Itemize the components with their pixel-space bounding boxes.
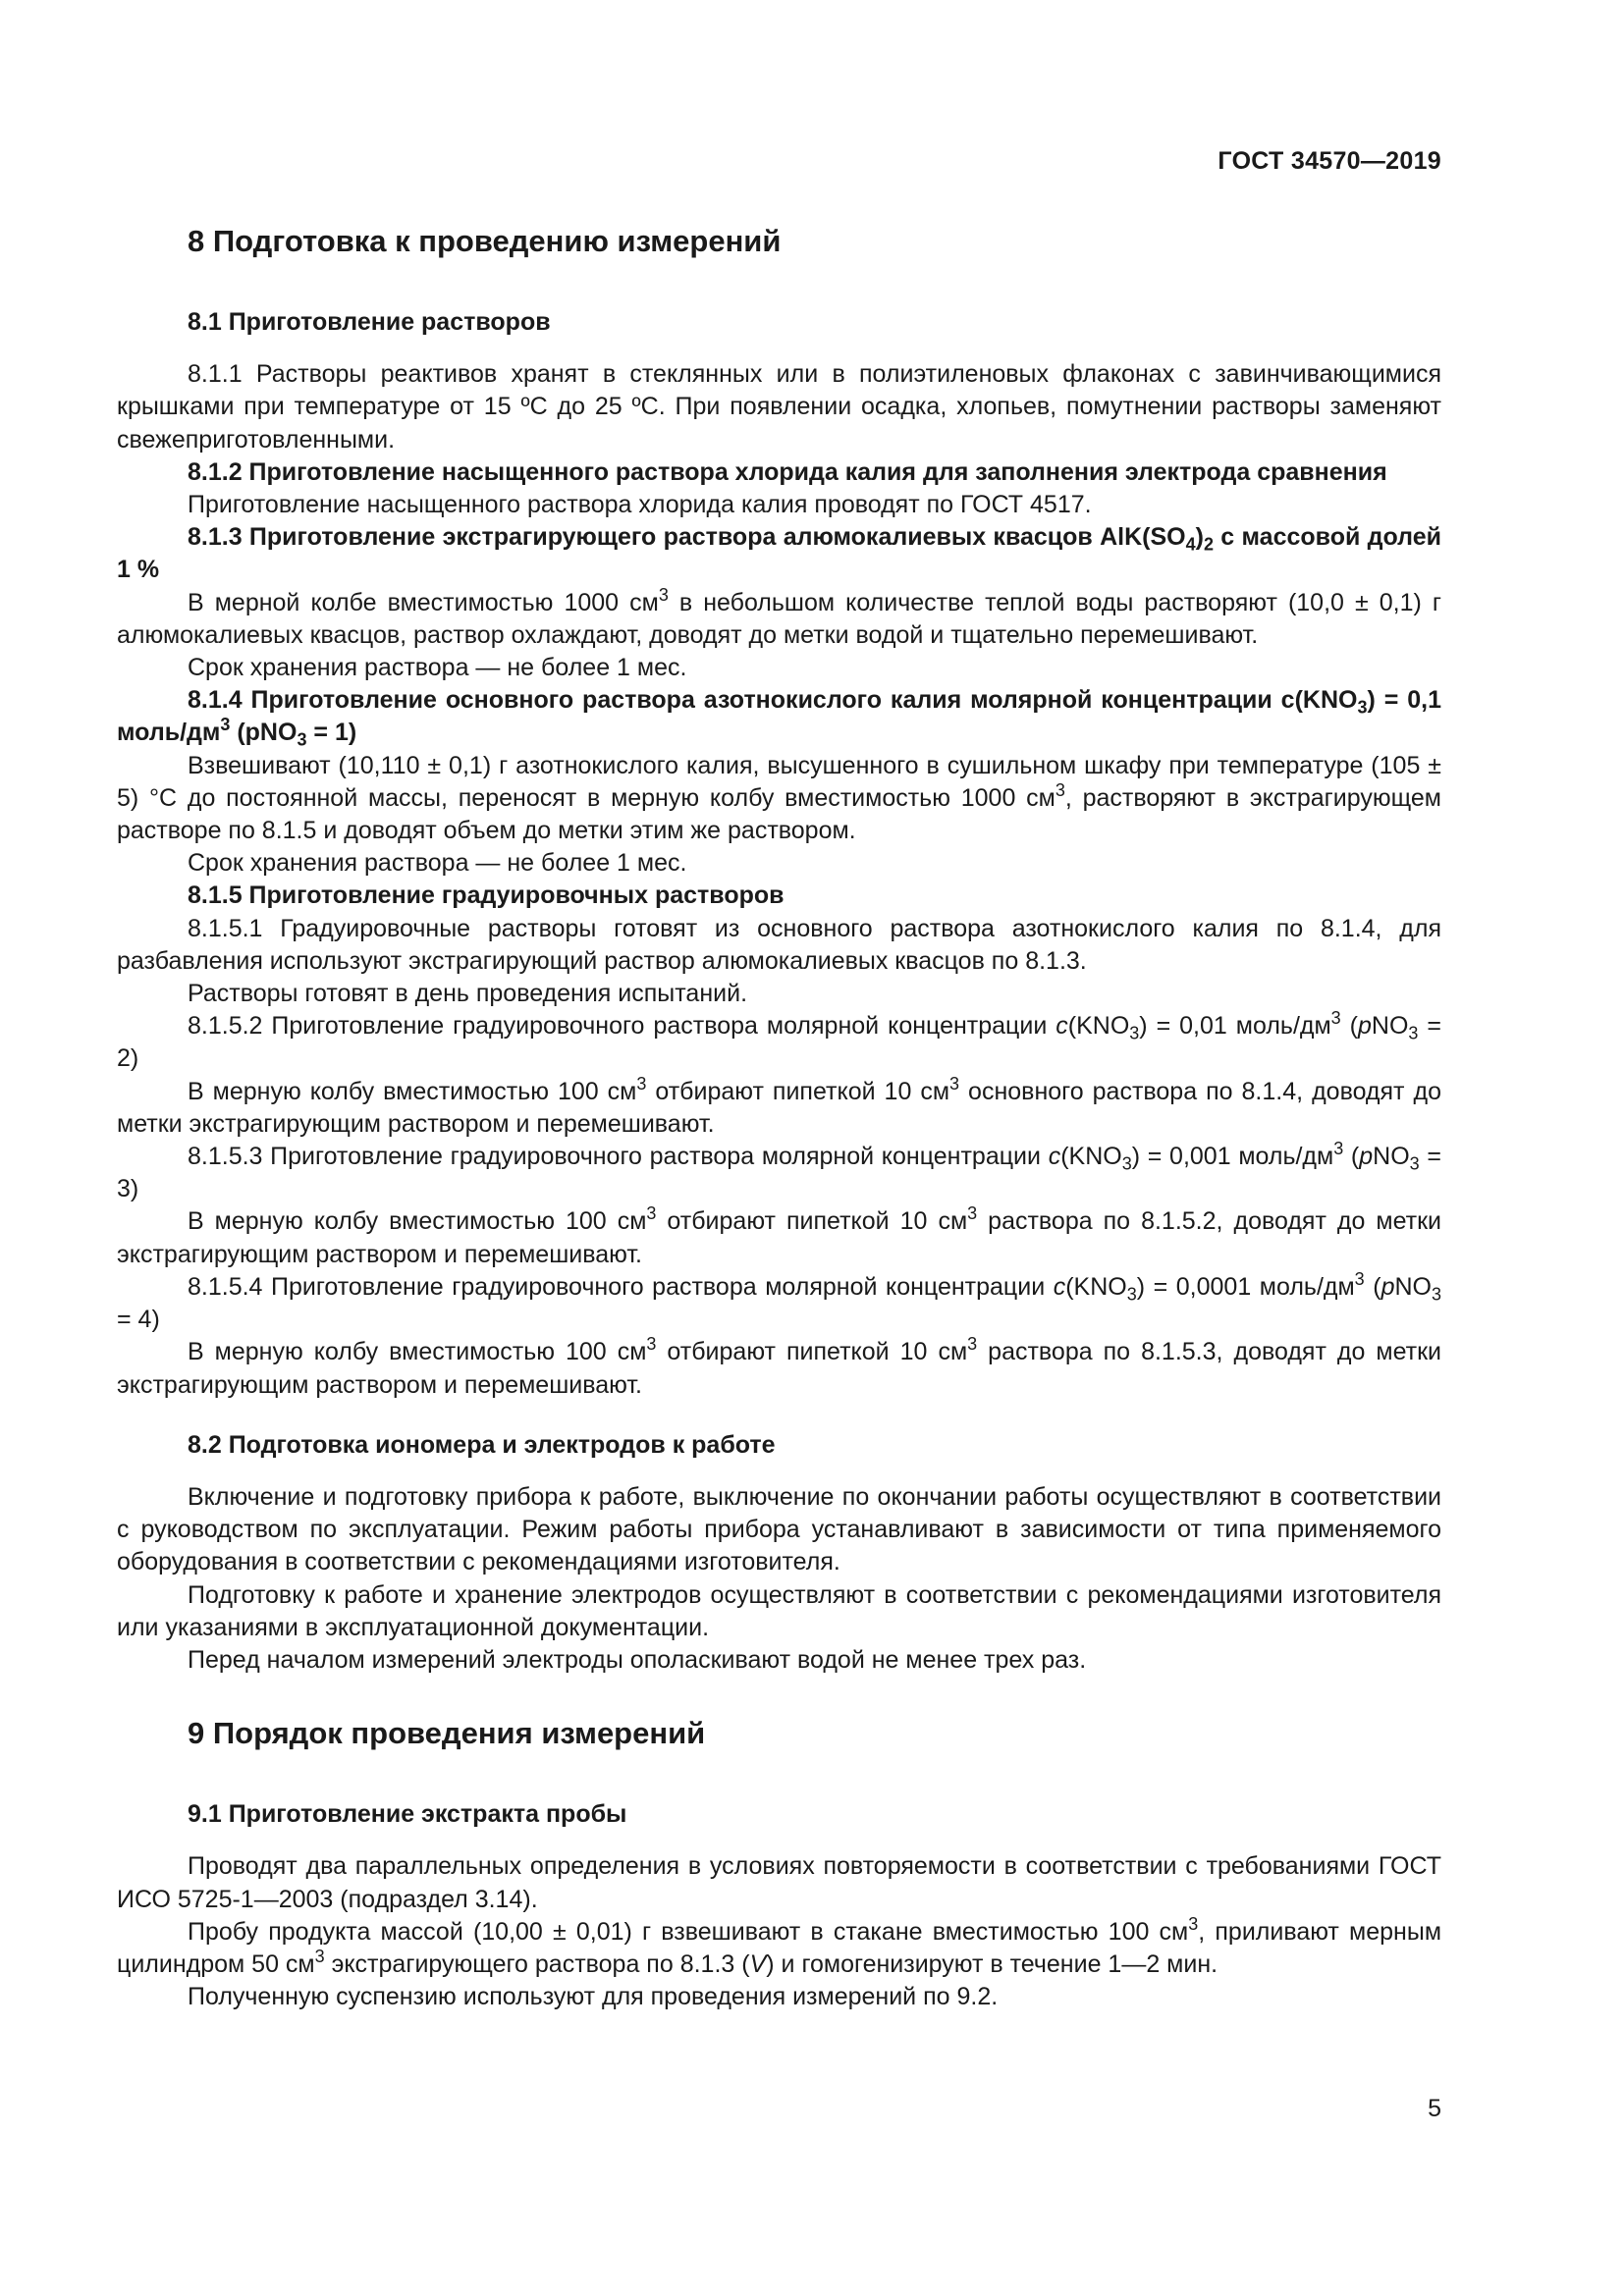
paragraph-8-1-2: Приготовление насыщенного раствора хлорида калия проводят по ГОСТ 4517.	[188, 491, 1092, 519]
page-content	[117, 222, 1441, 2013]
paragraph-8-1-5-day: Растворы готовят в день проведения испытаний.	[188, 980, 748, 1008]
paragraph-8-1-1: 8.1.1 Растворы реактивов хранят в стеклянных или в полиэтиленовых флаконах с завинчивающимися крышками при температуре от 15 ºС до 25 ºС. При появлении осадка, хлопьев, помутнении растворы заменяют свежеприготовленными.	[117, 360, 1441, 454]
paragraph-8-1-5-4-body: В мерную колбу вместимостью 100 $см^3$ отбирают пипеткой 10 $см^3$ раствора по 8.1.5.3, доводят до метки экстрагирующим раствором и перемешивают.	[117, 1334, 1442, 1399]
paragraph-8-1-4-storage: Срок хранения раствора — не более 1 мес.	[188, 849, 687, 878]
paragraph-9-1-3: Полученную суспензию используют для проведения измерений по 9.2.	[188, 1983, 999, 2011]
page-number: 5	[1428, 2095, 1441, 2122]
paragraph-8-2-2: Подготовку к работе и хранение электродов осуществляют в соответствии с рекомендациями изготовителя или указаниями в эксплуатационной документации.	[117, 1580, 1441, 1641]
standard-designation: ГОСТ 34570—2019	[1218, 147, 1441, 175]
section-8-title: 8 Подготовка к проведению измерений	[188, 224, 782, 258]
heading-8-1-4: 8.1.4 Приготовление основного раствора азотнокислого калия молярной концентрации $с(KNO_3) = 0,1$ моль/$дм^3$ (pNO$_3$ = 1)	[117, 686, 1441, 750]
paragraph-8-1-5-2-body: В мерную колбу вместимостью 100 $см^3$ отбирают пипеткой 10 $см^3$ основного раствора по 8.1.4, доводят до метки экстрагирующим раствором и перемешивают.	[117, 1073, 1441, 1138]
paragraph-8-1-3-storage: Срок хранения раствора — не более 1 мес.	[188, 654, 687, 682]
paragraph-8-2-3: Перед началом измерений электроды ополаскивают водой не менее трех раз.	[188, 1645, 1087, 1674]
paragraph-8-1-5-2-title: 8.1.5.2 Приготовление градуировочного раствора молярной концентрации $c(KNO_3) = 0,01$ моль/$дм^3$ (pNO$_3$ = 2)	[117, 1008, 1441, 1073]
paragraph-9-1-2: Пробу продукта массой (10,00 ± 0,01) г взвешивают в стакане вместимостью 100 $см^3$, приливают мерным цилиндром 50 $см^3$ экстрагирующего раствора по 8.1.3 (V) и гомогенизируют в течение 1—2 мин.	[117, 1913, 1442, 1978]
paragraph-8-2-1: Включение и подготовку прибора к работе, выключение по окончании работы осуществляют в соответствии с руководством по эксплуатации. Режим работы прибора устанавливают в зависимости от типа применяемого оборудования в соответствии с рекомендациями изготовителя.	[117, 1482, 1441, 1576]
paragraph-8-1-5-3-title: 8.1.5.3 Приготовление градуировочного раствора молярной концентрации $c(KNO_3) = 0,001$ моль/$дм^3$ (pNO$_3$ = 3)	[117, 1139, 1441, 1203]
heading-8-1-3: 8.1.3 Приготовление экстрагирующего раствора алюмокалиевых квасцов $AlK(SO_4)_2$ с массовой долей 1 %	[117, 523, 1441, 584]
paragraph-8-1-3: В мерной колбе вместимостью 1000 $см^3$ в небольшом количестве теплой воды растворяют (10,0 ± 0,1) г алюмокалиевых квасцов, раствор охлаждают, доводят до метки водой и тщательно перемешивают.	[117, 584, 1441, 649]
heading-8-1-5: 8.1.5 Приготовление градуировочных растворов	[188, 881, 785, 910]
subsection-8-1-title: 8.1 Приготовление растворов	[188, 308, 551, 336]
subsection-9-1-title: 9.1 Приготовление экстракта пробы	[188, 1800, 627, 1829]
paragraph-8-1-4: Взвешивают (10,110 ± 0,1) г азотнокислого калия, высушенного в сушильном шкафу при температуре (105 ± 5) °С до постоянной массы, переносят в мерную колбу вместимостью 1000 $см^3$, растворяют в экстрагирующем растворе по 8.1.5 и доводят объем до метки этим же раствором.	[117, 751, 1441, 845]
paragraph-8-1-5-3-body: В мерную колбу вместимостью 100 $см^3$ отбирают пипеткой 10 $см^3$ раствора по 8.1.5.2, доводят до метки экстрагирующим раствором и перемешивают.	[117, 1203, 1442, 1268]
subsection-8-2-title: 8.2 Подготовка иономера и электродов к работе	[188, 1430, 776, 1459]
section-9-title: 9 Порядок проведения измерений	[188, 1716, 706, 1751]
paragraph-8-1-5-4-title: 8.1.5.4 Приготовление градуировочного раствора молярной концентрации $c(KNO_3) = 0,0001$ моль/$дм^3$ (pNO$_3$ = 4)	[117, 1269, 1441, 1334]
paragraph-8-1-5-1: 8.1.5.1 Градуировочные растворы готовят из основного раствора азотнокислого калия по 8.1.4, для разбавления используют экстрагирующий раствор алюмокалиевых квасцов по 8.1.3.	[117, 914, 1441, 975]
paragraph-9-1-1: Проводят два параллельных определения в условиях повторяемости в соответствии с требованиями ГОСТ ИСО 5725-1—2003 (подраздел 3.14).	[117, 1852, 1441, 1913]
heading-8-1-2: 8.1.2 Приготовление насыщенного раствора хлорида калия для заполнения электрода сравнения	[188, 457, 1387, 486]
